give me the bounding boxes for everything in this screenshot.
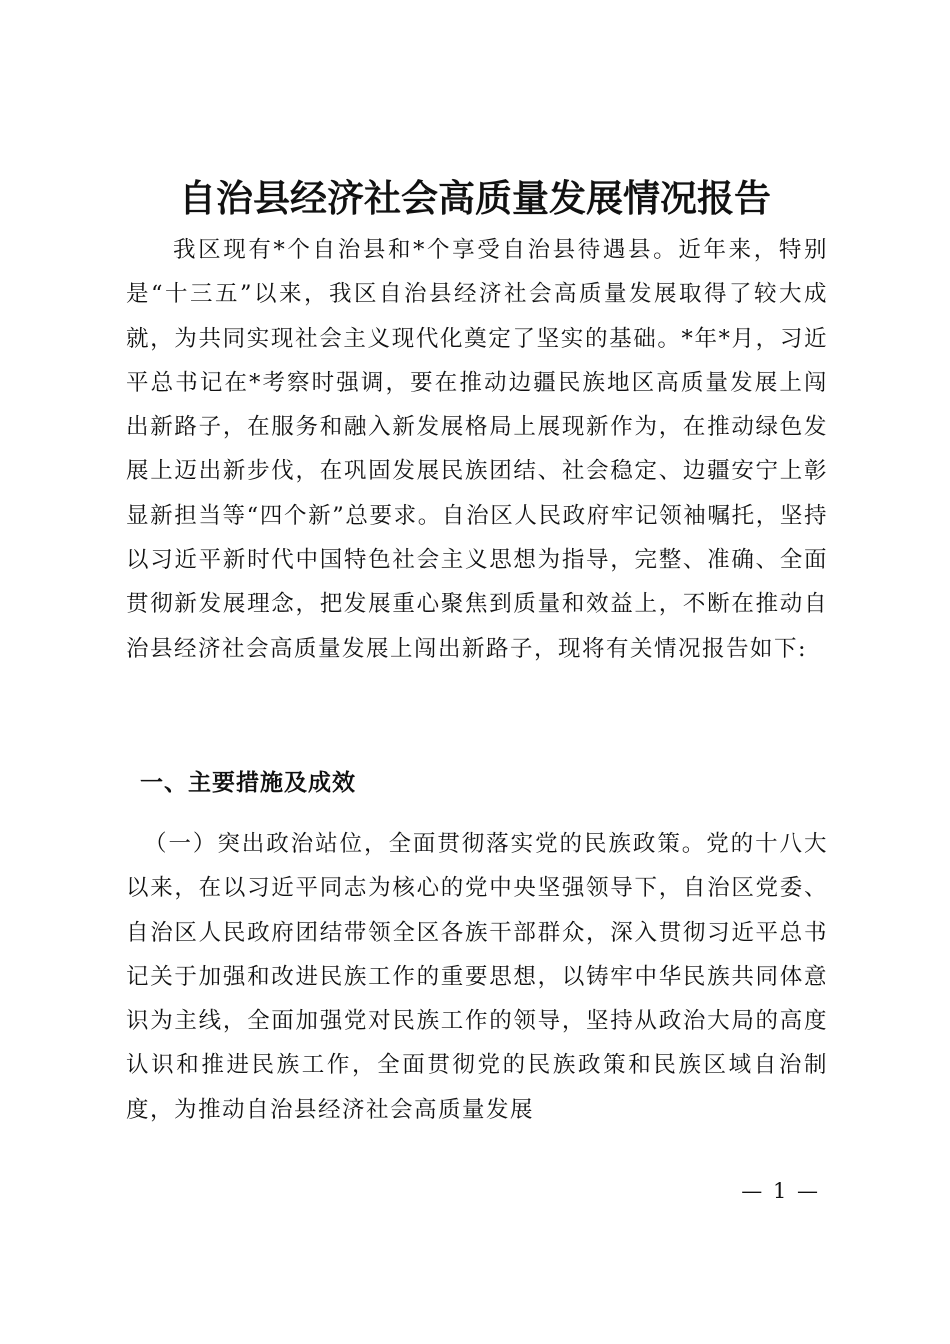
page-number: — 1 — [741,1179,820,1203]
document-title: 自治县经济社会高质量发展情况报告 [179,176,771,220]
subsection-paragraph: （一）突出政治站位，全面贯彻落实党的民族政策。党的十八大以来，在以习近平同志为核心的党中央坚强领导下，自治区党委、自治区人民政府团结带领全区各族干部群众，深入贯彻习近平总书记关于加强和改进民族工作的重要思想，以铸牢中华民族共同体意识为主线，全面加强党对民族工作的领导，坚持从政治大局的高度认识和推进民族工作，全面贯彻党的民族政策和民族区域自治制度，为推动自治县经济社会高质量发展 [126,831,828,1123]
section-heading: 一、主要措施及成效 [140,770,356,796]
intro-paragraph: 我区现有*个自治县和*个享受自治县待遇县。近年来，特别是“十三五”以来，我区自治县经济社会高质量发展取得了较大成就，为共同实现社会主义现代化奠定了坚实的基础。*年*月，习近平总书记在*考察时强调，要在推动边疆民族地区高质量发展上闯出新路子，在服务和融入新发展格局上展现新作为，在推动绿色发展上迈出新步伐，在巩固发展民族团结、社会稳定、边疆安宁上彰显新担当等“四个新”总要求。自治区人民政府牢记领袖嘱托，坚持以习近平新时代中国特色社会主义思想为指导，完整、准确、全面贯彻新发展理念，把发展重心聚焦到质量和效益上，不断在推动自治县经济社会高质量发展上闯出新路子，现将有关情况报告如下: [126,237,828,662]
